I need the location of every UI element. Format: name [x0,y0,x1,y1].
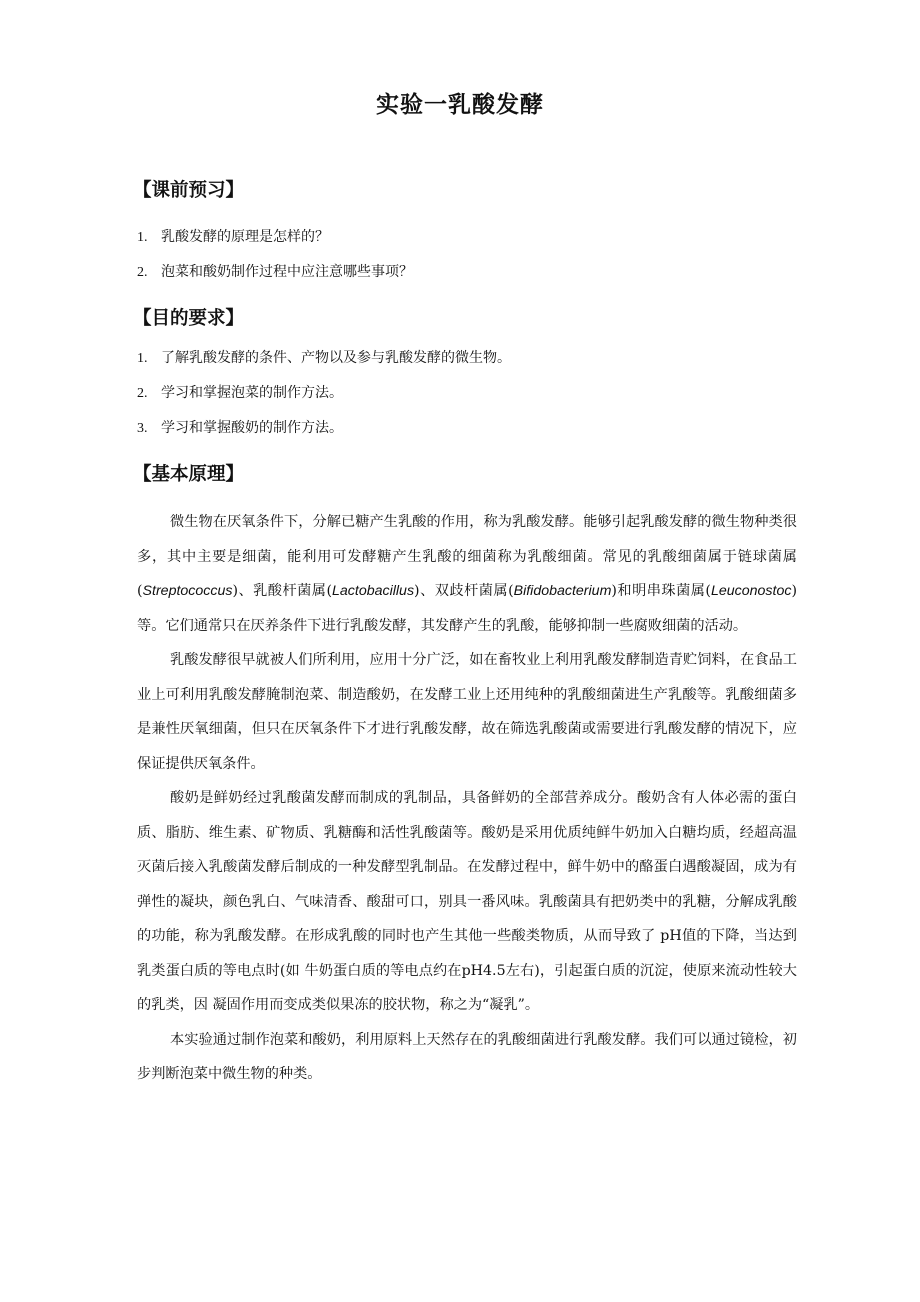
principle-body [137,505,797,1092]
list-item-text: 学习和掌握泡菜的制作方法。 [161,385,343,401]
list-item [137,262,413,283]
list-item-number: 2. [137,386,148,401]
genus-lactobacillus: Lactobacillus [332,583,415,599]
list-item [137,348,511,369]
paragraph-text: )、双歧杆菌属( [414,583,514,599]
list-item-number: 1. [137,351,148,366]
list-item-text: 乳酸发酵的原理是怎样的？ [161,229,329,245]
list-item [137,418,343,439]
list-item-number: 2. [137,265,148,280]
paragraph: 本实验通过制作泡菜和酸奶，利用原料上天然存在的乳酸细菌进行乳酸发酵。我们可以通过镜检，初步判断泡菜中微生物的种类。 [137,1031,797,1082]
list-item [137,227,329,248]
genus-streptococcus: Streptococcus [142,583,233,599]
paragraph [137,505,797,643]
section-heading-principle: 【基本原理】 [133,464,245,485]
list-item-number: 1. [137,230,148,245]
section-heading-preview: 【课前预习】 [133,180,245,201]
list-item-number: 3. [137,421,148,436]
section-heading-goals: 【目的要求】 [133,308,245,329]
paragraph-text: )和明串珠菌属( [611,583,711,599]
paragraph-text: 微生物在厌氧条件下，分解已糖产生乳酸的作用，称为乳酸发酵。能够引起乳酸发酵的微生物种类很多，其中主要是细菌，能利用可发酵糖产生乳酸的细菌称为乳酸细菌。常见的乳酸细菌属于链球菌属( [137,514,797,599]
paragraph-text: )、乳酸杆菌属( [232,583,333,599]
genus-leuconostoc: Leuconostoc [710,583,792,599]
list-item [137,383,343,404]
list-item-text: 了解乳酸发酵的条件、产物以及参与乳酸发酵的微生物。 [161,350,511,366]
paragraph: 乳酸发酵很早就被人们所利用，应用十分广泛，如在畜牧业上利用乳酸发酵制造青贮饲料，在食品工业上可利用乳酸发酵腌制泡菜、制造酸奶，在发酵工业上还用纯种的乳酸细菌进生产乳酸等。乳酸细菌多是兼性厌氧细菌，但只在厌氧条件下才进行乳酸发酵，故在筛选乳酸菌或需要进行乳酸发酵的情况下，应保证提供厌氧条件。 [137,652,797,772]
list-item-text: 学习和掌握酸奶的制作方法。 [161,420,343,436]
list-item-text: 泡菜和酸奶制作过程中应注意哪些事项？ [161,264,413,280]
page-title: 实验一乳酸发酵 [376,92,544,118]
genus-bifidobacterium: Bifidobacterium [513,583,612,599]
paragraph-text: )等。它们通常只在厌养条件下进行乳酸发酵，其发酵产生的乳酸，能够抑制一些腐败细菌的活动。 [137,583,797,634]
paragraph: 酸奶是鲜奶经过乳酸菌发酵而制成的乳制品，具备鲜奶的全部营养成分。酸奶含有人体必需的蛋白质、脂肪、维生素、矿物质、乳糖酶和活性乳酸菌等。酸奶是采用优质纯鲜牛奶加入白糖均质，经超高温灭菌后接入乳酸菌发酵后制成的一种发酵型乳制品。在发酵过程中，鲜牛奶中的酪蛋白遇酸凝固，成为有弹性的凝块，颜色乳白、气味清香、酸甜可口，别具一番风味。乳酸菌具有把奶类中的乳糖，分解成乳酸的功能，称为乳酸发酵。在形成乳酸的同时也产生其他一些酸类物质，从而导致了 pH值的下降，当达到乳类蛋白质的等电点时(如 牛奶蛋白质的等电点约在pH4.5左右)，引起蛋白质的沉淀，使原来流动性较大的乳类，因 凝固作用而变成类似果冻的胶状物，称之为“凝乳”。 [137,790,797,1013]
